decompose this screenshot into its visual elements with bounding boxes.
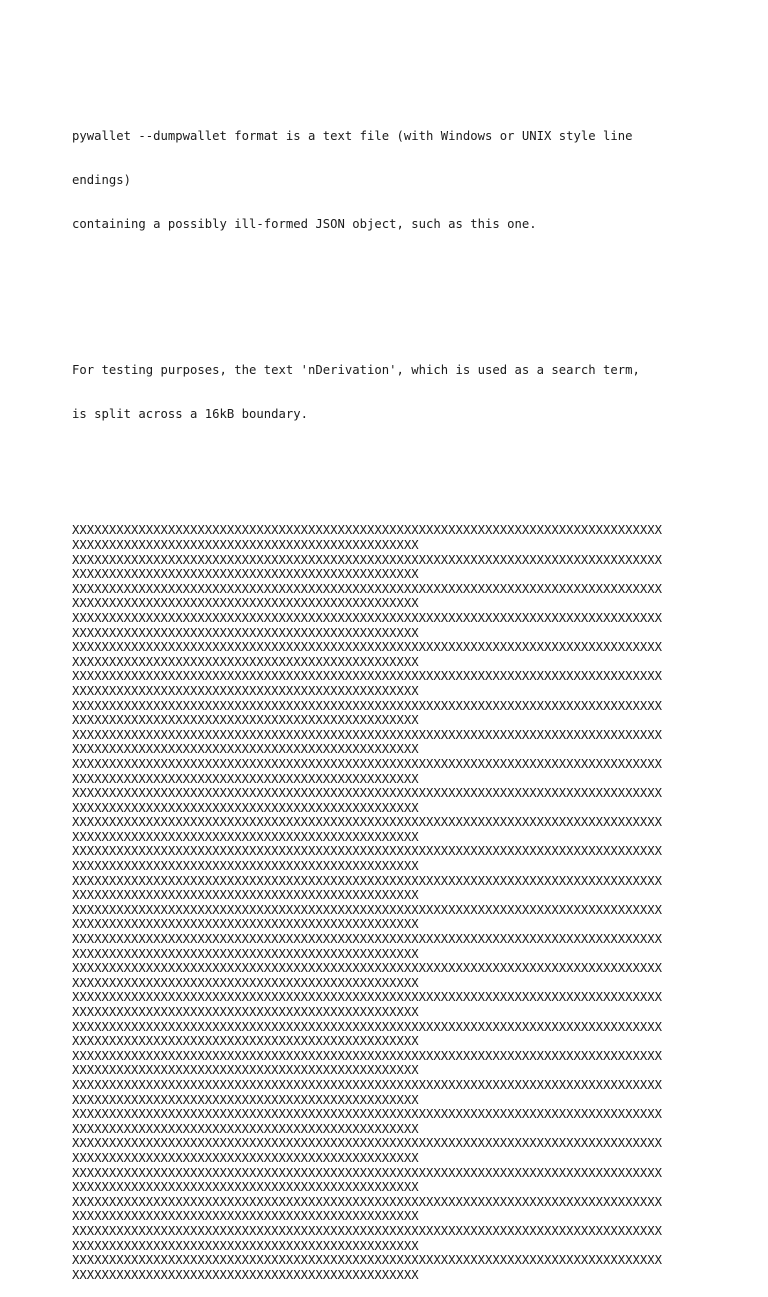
filler-line-long: XXXXXXXXXXXXXXXXXXXXXXXXXXXXXXXXXXXXXXXXXXXXXXXXXXXXXXXXXXXXXXXXXXXXXXXXXXXXXXXX: [72, 1107, 663, 1122]
intro-paragraph: [72, 100, 702, 261]
filler-line-long: XXXXXXXXXXXXXXXXXXXXXXXXXXXXXXXXXXXXXXXXXXXXXXXXXXXXXXXXXXXXXXXXXXXXXXXXXXXXXXXX: [72, 902, 663, 917]
filler-line-short: XXXXXXXXXXXXXXXXXXXXXXXXXXXXXXXXXXXXXXXXXXXXXXX: [72, 1034, 419, 1049]
filler-line-short: XXXXXXXXXXXXXXXXXXXXXXXXXXXXXXXXXXXXXXXXXXXXXXX: [72, 625, 419, 640]
filler-line-long: XXXXXXXXXXXXXXXXXXXXXXXXXXXXXXXXXXXXXXXXXXXXXXXXXXXXXXXXXXXXXXXXXXXXXXXXXXXXXXXX: [72, 1194, 663, 1209]
filler-line-short: XXXXXXXXXXXXXXXXXXXXXXXXXXXXXXXXXXXXXXXXXXXXXXX: [72, 1150, 419, 1165]
filler-line-short: XXXXXXXXXXXXXXXXXXXXXXXXXXXXXXXXXXXXXXXXXXXXXXX: [72, 771, 419, 786]
intro-line-2: endings): [72, 173, 132, 188]
filler-line-short: XXXXXXXXXXXXXXXXXXXXXXXXXXXXXXXXXXXXXXXXXXXXXXX: [72, 596, 419, 611]
filler-line-long: XXXXXXXXXXXXXXXXXXXXXXXXXXXXXXXXXXXXXXXXXXXXXXXXXXXXXXXXXXXXXXXXXXXXXXXXXXXXXXXX: [72, 756, 663, 771]
filler-line-long: XXXXXXXXXXXXXXXXXXXXXXXXXXXXXXXXXXXXXXXXXXXXXXXXXXXXXXXXXXXXXXXXXXXXXXXXXXXXXXXX: [72, 523, 663, 538]
testing-paragraph: [72, 334, 702, 451]
filler-line-short: XXXXXXXXXXXXXXXXXXXXXXXXXXXXXXXXXXXXXXXXXXXXXXX: [72, 742, 419, 757]
filler-line-short: XXXXXXXXXXXXXXXXXXXXXXXXXXXXXXXXXXXXXXXXXXXXXXX: [72, 654, 419, 669]
filler-line-short: XXXXXXXXXXXXXXXXXXXXXXXXXXXXXXXXXXXXXXXXXXXXXXX: [72, 538, 419, 552]
filler-line-long: XXXXXXXXXXXXXXXXXXXXXXXXXXXXXXXXXXXXXXXXXXXXXXXXXXXXXXXXXXXXXXXXXXXXXXXXXXXXXXXX: [72, 581, 663, 596]
filler-line-long: XXXXXXXXXXXXXXXXXXXXXXXXXXXXXXXXXXXXXXXXXXXXXXXXXXXXXXXXXXXXXXXXXXXXXXXXXXXXXXXX: [72, 552, 663, 567]
paragraph-spacer: [72, 480, 702, 495]
filler-line-short: XXXXXXXXXXXXXXXXXXXXXXXXXXXXXXXXXXXXXXXXXXXXXXX: [72, 713, 419, 728]
filler-line-long: XXXXXXXXXXXXXXXXXXXXXXXXXXXXXXXXXXXXXXXXXXXXXXXXXXXXXXXXXXXXXXXXXXXXXXXXXXXXXXXX: [72, 786, 663, 801]
filler-line-long: XXXXXXXXXXXXXXXXXXXXXXXXXXXXXXXXXXXXXXXXXXXXXXXXXXXXXXXXXXXXXXXXXXXXXXXXXXXXXXXX: [72, 1019, 663, 1034]
filler-line-long: XXXXXXXXXXXXXXXXXXXXXXXXXXXXXXXXXXXXXXXXXXXXXXXXXXXXXXXXXXXXXXXXXXXXXXXXXXXXXXXX: [72, 1077, 663, 1092]
testing-line-1: For testing purposes, the text 'nDerivation', which is used as a search term,: [72, 362, 640, 377]
filler-line-short: XXXXXXXXXXXXXXXXXXXXXXXXXXXXXXXXXXXXXXXXXXXXXXX: [72, 917, 419, 932]
filler-line-long: XXXXXXXXXXXXXXXXXXXXXXXXXXXXXXXXXXXXXXXXXXXXXXXXXXXXXXXXXXXXXXXXXXXXXXXXXXXXXXXX: [72, 961, 663, 976]
filler-line-long: XXXXXXXXXXXXXXXXXXXXXXXXXXXXXXXXXXXXXXXXXXXXXXXXXXXXXXXXXXXXXXXXXXXXXXXXXXXXXXXX: [72, 640, 663, 655]
intro-line-1: pywallet --dumpwallet format is a text file (with Windows or UNIX style line: [72, 129, 633, 144]
filler-line-short: XXXXXXXXXXXXXXXXXXXXXXXXXXXXXXXXXXXXXXXXXXXXXXX: [72, 800, 419, 815]
filler-line-short: XXXXXXXXXXXXXXXXXXXXXXXXXXXXXXXXXXXXXXXXXXXXXXX: [72, 829, 419, 844]
document-page: [72, 71, 702, 1297]
paragraph-spacer: [72, 290, 702, 305]
filler-line-short: XXXXXXXXXXXXXXXXXXXXXXXXXXXXXXXXXXXXXXXXXXXXXXX: [72, 683, 419, 698]
filler-line-long: XXXXXXXXXXXXXXXXXXXXXXXXXXXXXXXXXXXXXXXXXXXXXXXXXXXXXXXXXXXXXXXXXXXXXXXXXXXXXXXX: [72, 727, 663, 742]
filler-line-short: XXXXXXXXXXXXXXXXXXXXXXXXXXXXXXXXXXXXXXXXXXXXXXX: [72, 859, 419, 874]
filler-line-short: XXXXXXXXXXXXXXXXXXXXXXXXXXXXXXXXXXXXXXXXXXXXXXX: [72, 1005, 419, 1019]
filler-block: [72, 523, 702, 1282]
filler-line-short: XXXXXXXXXXXXXXXXXXXXXXXXXXXXXXXXXXXXXXXXXXXXXXX: [72, 1267, 419, 1282]
filler-line-short: XXXXXXXXXXXXXXXXXXXXXXXXXXXXXXXXXXXXXXXXXXXXXXX: [72, 888, 419, 903]
filler-line-short: XXXXXXXXXXXXXXXXXXXXXXXXXXXXXXXXXXXXXXXXXXXXXXX: [72, 1063, 419, 1078]
filler-line-short: XXXXXXXXXXXXXXXXXXXXXXXXXXXXXXXXXXXXXXXXXXXXXXX: [72, 1092, 419, 1107]
filler-line-long: XXXXXXXXXXXXXXXXXXXXXXXXXXXXXXXXXXXXXXXXXXXXXXXXXXXXXXXXXXXXXXXXXXXXXXXXXXXXXXXX: [72, 990, 663, 1005]
filler-line-long: XXXXXXXXXXXXXXXXXXXXXXXXXXXXXXXXXXXXXXXXXXXXXXXXXXXXXXXXXXXXXXXXXXXXXXXXXXXXXXXX: [72, 1223, 663, 1238]
testing-line-2: is split across a 16kB boundary.: [72, 406, 309, 421]
filler-line-long: XXXXXXXXXXXXXXXXXXXXXXXXXXXXXXXXXXXXXXXXXXXXXXXXXXXXXXXXXXXXXXXXXXXXXXXXXXXXXXXX: [72, 1253, 663, 1268]
filler-line-long: XXXXXXXXXXXXXXXXXXXXXXXXXXXXXXXXXXXXXXXXXXXXXXXXXXXXXXXXXXXXXXXXXXXXXXXXXXXXXXXX: [72, 1165, 663, 1180]
filler-line-long: XXXXXXXXXXXXXXXXXXXXXXXXXXXXXXXXXXXXXXXXXXXXXXXXXXXXXXXXXXXXXXXXXXXXXXXXXXXXXXXX: [72, 1048, 663, 1063]
filler-line-long: XXXXXXXXXXXXXXXXXXXXXXXXXXXXXXXXXXXXXXXXXXXXXXXXXXXXXXXXXXXXXXXXXXXXXXXXXXXXXXXX: [72, 669, 663, 684]
filler-line-long: XXXXXXXXXXXXXXXXXXXXXXXXXXXXXXXXXXXXXXXXXXXXXXXXXXXXXXXXXXXXXXXXXXXXXXXXXXXXXXXX: [72, 815, 663, 830]
intro-line-3: containing a possibly ill-formed JSON object, such as this one.: [72, 216, 537, 231]
filler-line-short: XXXXXXXXXXXXXXXXXXXXXXXXXXXXXXXXXXXXXXXXXXXXXXX: [72, 975, 419, 990]
filler-line-long: XXXXXXXXXXXXXXXXXXXXXXXXXXXXXXXXXXXXXXXXXXXXXXXXXXXXXXXXXXXXXXXXXXXXXXXXXXXXXXXX: [72, 844, 663, 859]
filler-line-short: XXXXXXXXXXXXXXXXXXXXXXXXXXXXXXXXXXXXXXXXXXXXXXX: [72, 567, 419, 582]
filler-line-short: XXXXXXXXXXXXXXXXXXXXXXXXXXXXXXXXXXXXXXXXXXXXXXX: [72, 1121, 419, 1136]
filler-line-long: XXXXXXXXXXXXXXXXXXXXXXXXXXXXXXXXXXXXXXXXXXXXXXXXXXXXXXXXXXXXXXXXXXXXXXXXXXXXXXXX: [72, 873, 663, 888]
filler-line-long: XXXXXXXXXXXXXXXXXXXXXXXXXXXXXXXXXXXXXXXXXXXXXXXXXXXXXXXXXXXXXXXXXXXXXXXXXXXXXXXX: [72, 1136, 663, 1151]
filler-line-short: XXXXXXXXXXXXXXXXXXXXXXXXXXXXXXXXXXXXXXXXXXXXXXX: [72, 1238, 419, 1253]
filler-line-long: XXXXXXXXXXXXXXXXXXXXXXXXXXXXXXXXXXXXXXXXXXXXXXXXXXXXXXXXXXXXXXXXXXXXXXXXXXXXXXXX: [72, 610, 663, 625]
filler-line-long: XXXXXXXXXXXXXXXXXXXXXXXXXXXXXXXXXXXXXXXXXXXXXXXXXXXXXXXXXXXXXXXXXXXXXXXXXXXXXXXX: [72, 698, 663, 713]
filler-line-long: XXXXXXXXXXXXXXXXXXXXXXXXXXXXXXXXXXXXXXXXXXXXXXXXXXXXXXXXXXXXXXXXXXXXXXXXXXXXXXXX: [72, 932, 663, 947]
filler-line-short: XXXXXXXXXXXXXXXXXXXXXXXXXXXXXXXXXXXXXXXXXXXXXXX: [72, 1180, 419, 1195]
filler-line-short: XXXXXXXXXXXXXXXXXXXXXXXXXXXXXXXXXXXXXXXXXXXXXXX: [72, 1209, 419, 1224]
filler-line-short: XXXXXXXXXXXXXXXXXXXXXXXXXXXXXXXXXXXXXXXXXXXXXXX: [72, 946, 419, 961]
